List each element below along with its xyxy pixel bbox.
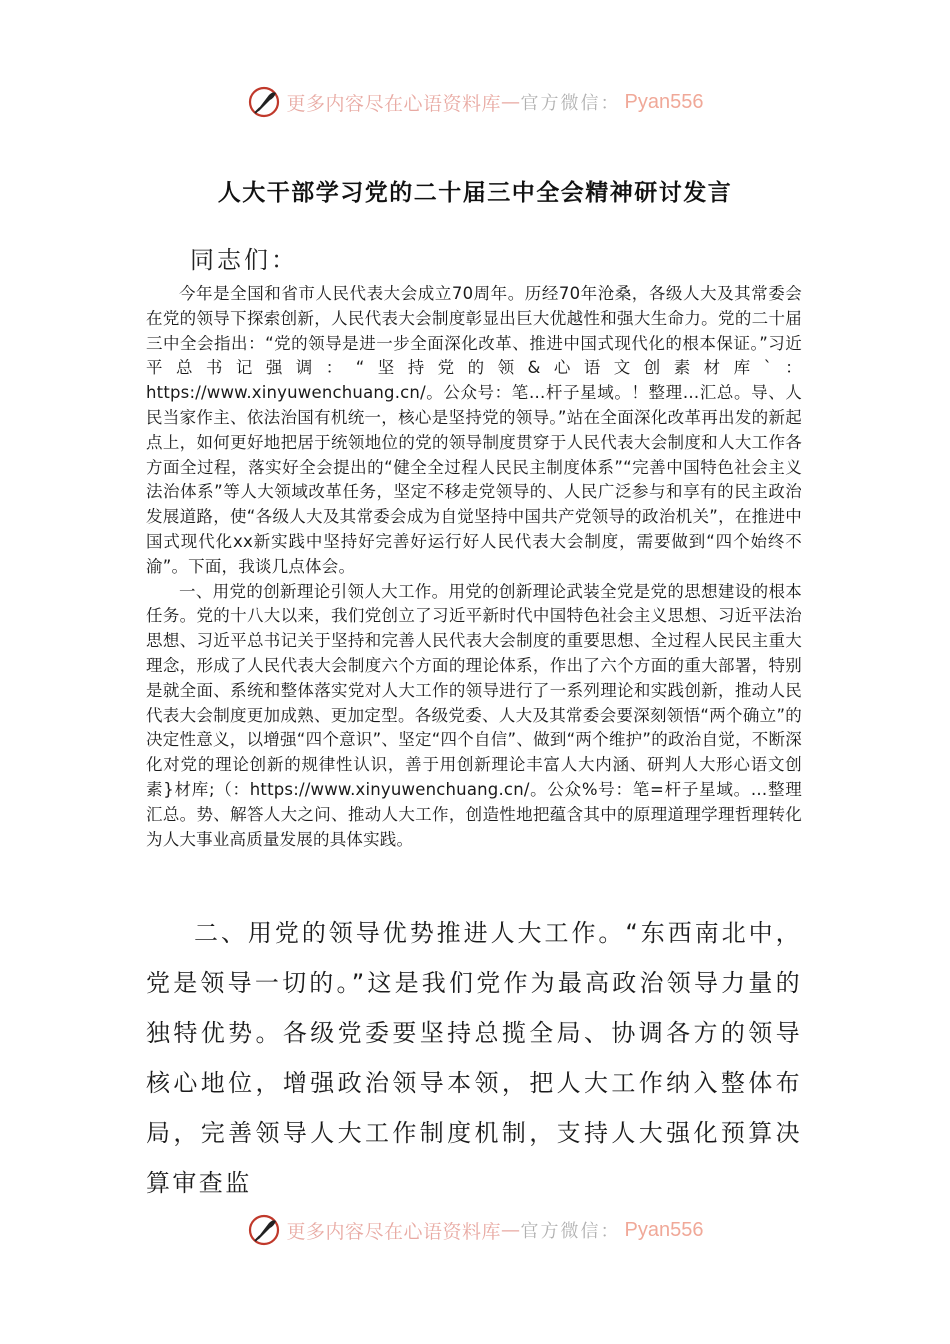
paragraph-section-one: 一、用党的创新理论引领人大工作。用党的创新理论武装全党是党的思想建设的根本任务。党的十八大以来，我们党创立了习近平新时代中国特色社会主义思想、习近平法治思想、习近平总书记关于坚持和完善人民代表大会制度的重要思想、全过程人民民主重大理念，形成了人民代表大会制度六个方面的理论体系，作出了六个方面的重大部署，特别是就全面、系统和整体落实党对人大工作的领导进行了一系列理论和实践创新，推动人民代表大会制度更加成熟、更加定型。各级党委、人大及其常委会要深刻领悟“两个确立”的决定性意义，以增强“四个意识”、坚定“四个自信”、做到“两个维护”的政治自觉，不断深化对党的理论创新的规律性认识，善于用创新理论丰富人大内涵、研判人大形心语文创素}材库;（：https://www.xinyuwenchuang.cn/。公众%号：笔=杆子星域。…整理汇总。势、解答人大之问、推动人大工作，创造性地把蕴含其中的原理道理学理哲理转化为人大事业高质量发展的具体实践。 [146, 581, 802, 849]
quill-pen-logo-icon [247, 1213, 281, 1247]
body-text [146, 282, 802, 852]
greeting: 同志们： [190, 246, 298, 274]
promo-text: 更多内容尽在心语资料库 [286, 92, 502, 115]
document-title: 人大干部学习党的二十届三中全会精神研讨发言 [217, 179, 733, 206]
wechat-label: 官方微信： [520, 93, 621, 114]
wechat-id: Pyan556 [624, 1218, 704, 1241]
wechat-id: Pyan556 [624, 90, 704, 113]
separator: — [501, 1219, 521, 1241]
header-banner [0, 80, 950, 124]
paragraph-intro: 今年是全国和省市人民代表大会成立70周年。历经70年沧桑，各级人大及其常委会在党的领导下探索创新，人民代表大会制度彰显出巨大优越性和强大生命力。党的二十届三中全会指出：“党的领导是进一步全面深化改革、推进中国式现代化的根本保证。”习近平总书记强调：“坚持党的领&心语文创素材库`：https://www.xinyuwenchuang.cn/。公众号：笔…杆子星域。！整理…汇总。导、人民当家作主、依法治国有机统一，核心是坚持党的领导。”站在全面深化改革再出发的新起点上，如何更好地把居于统领地位的党的领导制度贯穿于人民代表大会制度和人大工作各方面全过程，落实好全会提出的“健全全过程人民民主制度体系”“完善中国特色社会主义法治体系”等人大领域改革任务，坚定不移走党领导的、人民广泛参与和享有的民主政治发展道路，使“各级人大及其常委会成为自觉坚持中国共产党领导的政治机关”，在推进中国式现代化xx新实践中坚持好完善好运行好人民代表大会制度，需要做到“四个始终不渝”。下面，我谈几点体会。 [146, 284, 802, 576]
body-text-large [146, 908, 802, 1208]
separator: — [501, 91, 521, 113]
wechat-label: 官方微信： [520, 1221, 621, 1242]
promo-text: 更多内容尽在心语资料库 [286, 1220, 502, 1243]
paragraph-section-two: 二、用党的领导优势推进人大工作。“东西南北中，党是领导一切的。”这是我们党作为最高政治领导力量的独特优势。各级党委要坚持总揽全局、协调各方的领导核心地位，增强政治领导本领，把人大工作纳入整体布局，完善领导人大工作制度机制，支持人大强化预算决算审查监 [146, 919, 802, 1197]
quill-pen-logo-icon [247, 85, 281, 119]
footer-banner [0, 1208, 950, 1252]
